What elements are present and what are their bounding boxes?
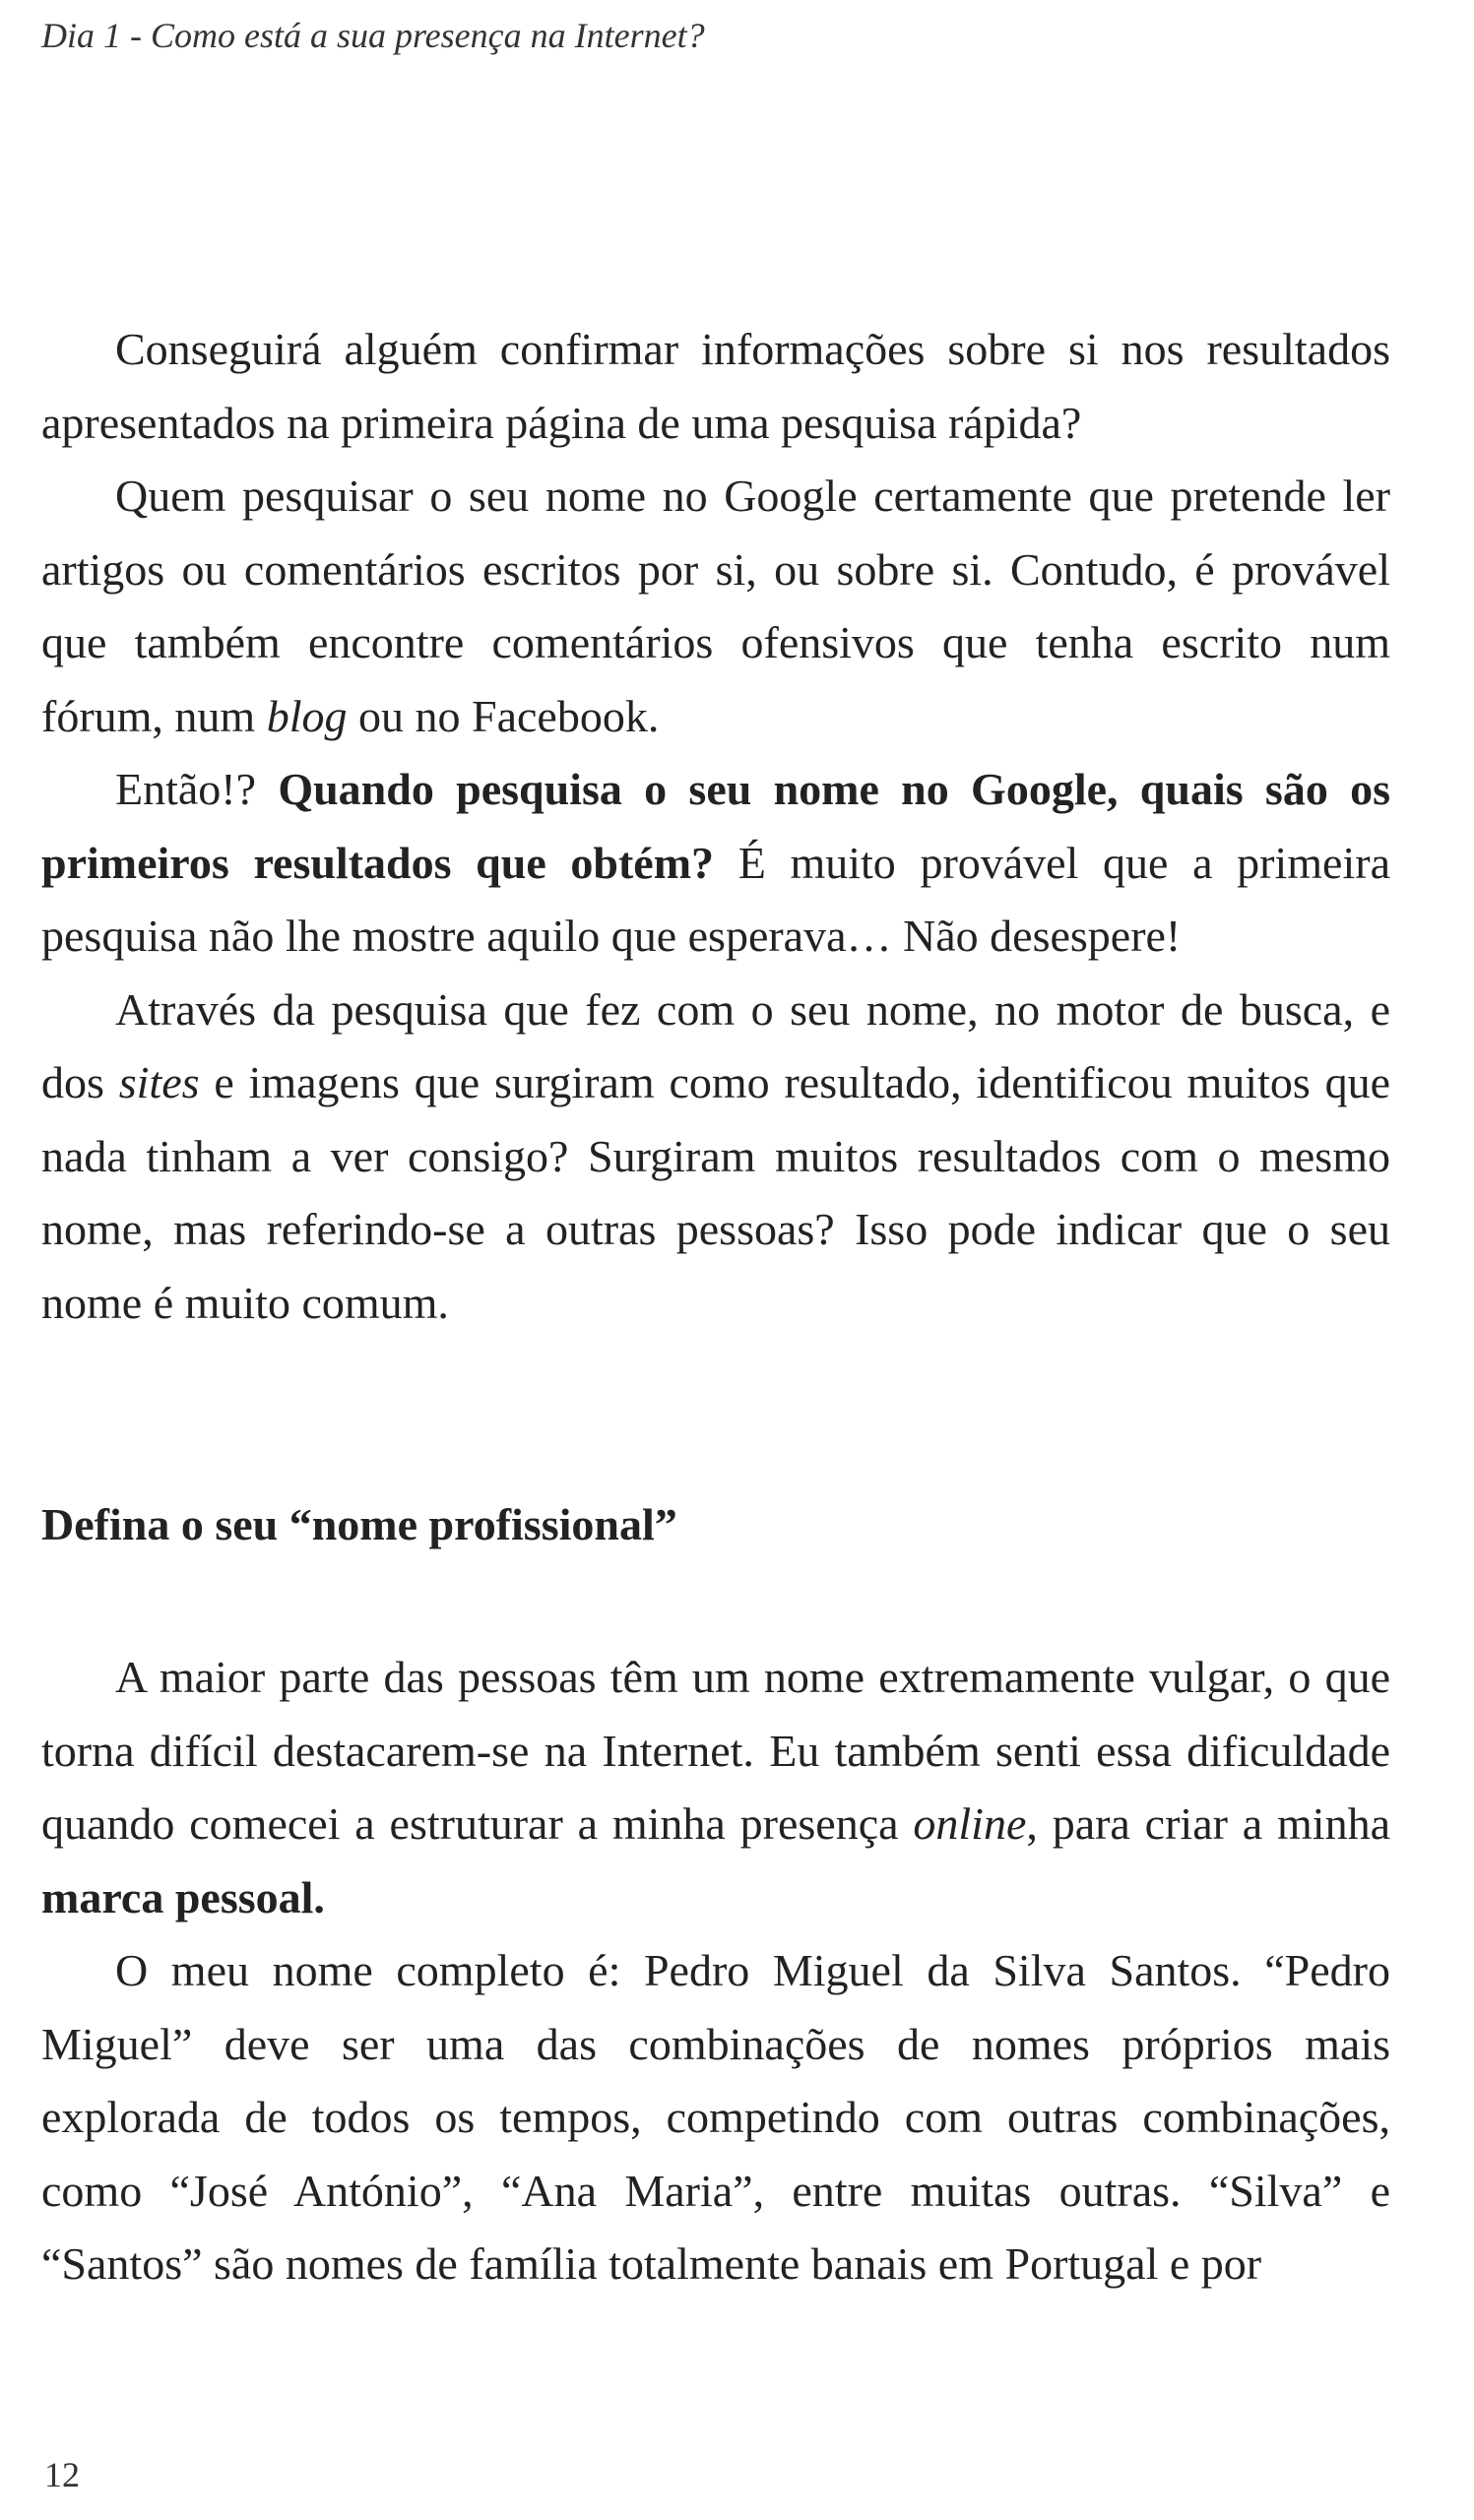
paragraph-5-text-a: A maior parte das pessoas têm um nome extremamente vulgar, o que torna difícil destacarem-se na Internet. Eu também senti essa dificuldade quando comecei a estruturar a minha presença <box>41 1652 1390 1849</box>
paragraph-4 <box>41 974 1390 1341</box>
paragraph-6: O meu nome completo é: Pedro Miguel da Silva Santos. “Pedro Miguel” deve ser uma das combinações de nomes próprios mais explorada de todos os tempos, competindo com outras combinações, como “José António”, “Ana Maria”, entre muitas outras. “Silva” e “Santos” são nomes de família totalmente banais em Portugal e por <box>41 1945 1390 2289</box>
paragraph-5-italic-online: online <box>913 1798 1027 1849</box>
paragraph-4-text-a: Através da pesquisa que fez com o seu nome, no motor de busca, e dos <box>41 983 1390 1107</box>
paragraph-3 <box>41 753 1390 974</box>
paragraph-5 <box>41 1641 1390 1934</box>
page-number: 12 <box>44 2455 80 2494</box>
paragraph-2 <box>41 460 1390 753</box>
paragraph-1: Conseguirá alguém confirmar informações sobre si nos resultados apresentados na primeira página de uma pesquisa rápida? <box>41 324 1390 448</box>
section-1-body <box>41 313 1390 1340</box>
paragraph-5-bold-marca: marca pessoal. <box>41 1871 325 1922</box>
paragraph-2-text-a: Quem pesquisar o seu nome no Google certamente que pretende ler artigos ou comentários escritos por si, ou sobre si. Contudo, é provável que também encontre comentários ofensivos que tenha escrito num fórum, num <box>41 471 1390 741</box>
paragraph-3-bold-question: Quando pesquisa o seu nome no Google, quais são os primeiros resultados que obtém? <box>41 764 1390 888</box>
paragraph-3-text-a: Então!? <box>115 764 279 814</box>
paragraph-2-text-b: ou no Facebook. <box>347 690 660 741</box>
paragraph-4-text-b: e imagens que surgiram como resultado, identificou muitos que nada tinham a ver consigo? Surgiram muitos resultados com o mesmo nome, mas referindo-se a outras pessoas? Isso pode indicar que o seu nome é muito comum. <box>41 1057 1390 1328</box>
paragraph-2-italic-blog: blog <box>266 690 348 741</box>
running-header: Dia 1 - Como está a sua presença na Internet? <box>41 16 705 55</box>
section-2-body <box>41 1641 1390 2301</box>
paragraph-4-italic-sites: sites <box>118 1057 200 1107</box>
section-heading: Defina o seu “nome profissional” <box>41 1499 677 1549</box>
paragraph-3-text-b: É muito provável que a primeira pesquisa não lhe mostre aquilo que esperava… Não desespere! <box>41 837 1390 961</box>
paragraph-5-text-b: , para criar a minha <box>1026 1798 1390 1849</box>
